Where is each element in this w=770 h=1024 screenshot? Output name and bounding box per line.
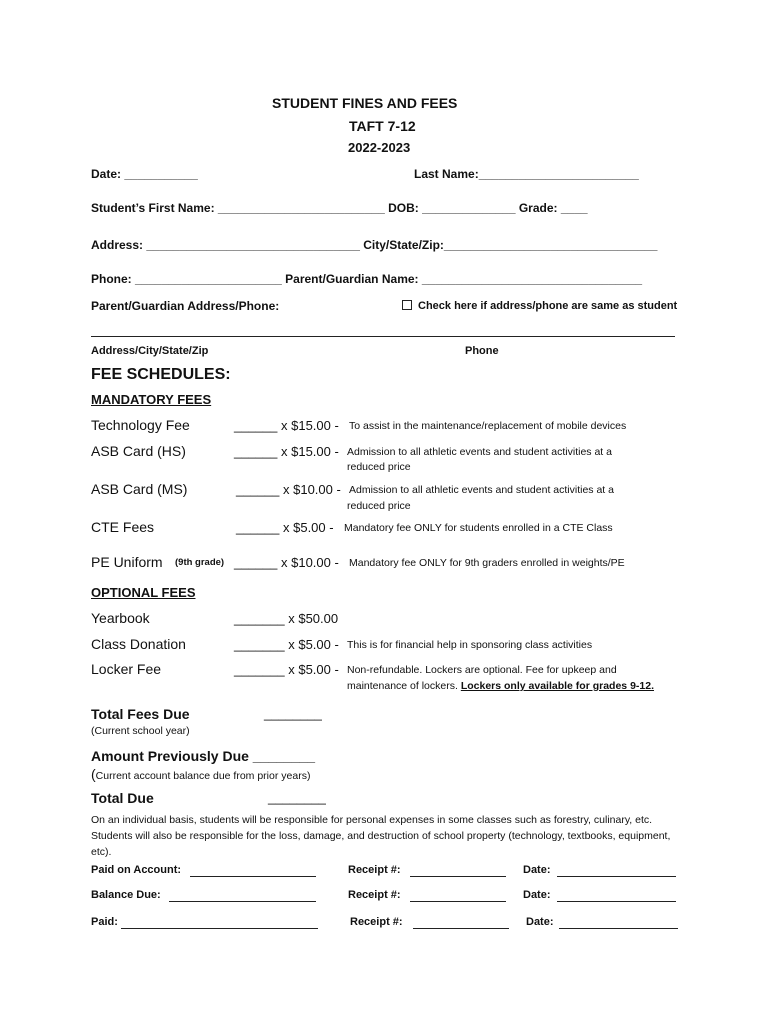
- receipt-label: Receipt #:: [348, 864, 401, 876]
- same-address-checkbox[interactable]: [402, 300, 412, 310]
- first-name-dob-grade-field[interactable]: Student’s First Name: _________________________ DOB: ______________ Grade: ____: [91, 201, 588, 215]
- fee-amount[interactable]: ______ x $15.00 -: [234, 418, 339, 433]
- previous-due-note: [91, 766, 310, 784]
- responsibility-notice: On an individual basis, students will be responsible for personal expenses in some classes such as forestry, culinary, etc. Students will also be responsible for the loss, damage, and destruction of school property (technology, textbooks, equipment, etc).: [91, 814, 671, 858]
- receipt-label: Receipt #:: [350, 916, 403, 928]
- balance-due-line[interactable]: [169, 901, 316, 902]
- fee-schedules-heading: FEE SCHEDULES:: [91, 366, 231, 383]
- receipt-line[interactable]: [410, 876, 506, 877]
- date-field[interactable]: Date: ___________: [91, 167, 198, 181]
- fee-description: To assist in the maintenance/replacement of mobile devices: [349, 420, 627, 432]
- fee-amount[interactable]: _______ x $5.00 -: [234, 637, 339, 652]
- total-fees-blank[interactable]: ________: [264, 706, 322, 721]
- locker-line2: maintenance of lockers.: [347, 680, 458, 692]
- optional-fees-heading: OPTIONAL FEES: [91, 585, 196, 600]
- address-field[interactable]: Address: ________________________________ City/State/Zip:________________________________: [91, 238, 658, 252]
- fee-name-qualifier: (9th grade): [175, 557, 225, 568]
- phone-label: Phone: [465, 345, 499, 357]
- fee-amount[interactable]: _______ x $50.00: [234, 611, 339, 626]
- fee-description: Admission to all athletic events and student activities at a: [349, 484, 614, 496]
- total-due-label: Total Due: [91, 790, 154, 806]
- fee-description: This is for financial help in sponsoring class activities: [347, 639, 593, 651]
- mandatory-fees-heading: MANDATORY FEES: [91, 392, 212, 407]
- locker-note: Lockers only available for grades 9-12.: [460, 680, 654, 692]
- fee-description: reduced price: [347, 461, 411, 473]
- school-year: 2022-2023: [348, 140, 411, 155]
- previous-due-note-text: Current account balance due from prior years): [95, 770, 311, 782]
- previous-due-field[interactable]: Amount Previously Due ________: [91, 748, 316, 764]
- fee-description: Mandatory fee ONLY for students enrolled in a CTE Class: [344, 522, 613, 534]
- school-name: TAFT 7-12: [349, 118, 416, 134]
- date-line[interactable]: [557, 876, 676, 877]
- total-fees-label: Total Fees Due: [91, 706, 190, 722]
- total-due-blank[interactable]: ________: [268, 790, 326, 805]
- fee-name: PE Uniform: [91, 554, 163, 570]
- fee-amount[interactable]: ______ x $10.00 -: [234, 555, 339, 570]
- parent-address-line[interactable]: [91, 336, 675, 337]
- receipt-line[interactable]: [413, 928, 509, 929]
- fee-description: Non-refundable. Lockers are optional. Fee for upkeep and: [347, 664, 617, 676]
- fee-amount[interactable]: _______ x $5.00 -: [234, 662, 339, 677]
- paren: (: [91, 766, 96, 782]
- same-address-label: Check here if address/phone are same as student: [418, 300, 678, 312]
- fee-description: reduced price: [347, 500, 411, 512]
- date-label: Date:: [523, 864, 551, 876]
- parent-address-label: Parent/Guardian Address/Phone:: [91, 299, 280, 313]
- fee-amount[interactable]: ______ x $15.00 -: [234, 444, 339, 459]
- fee-name: ASB Card (HS): [91, 443, 186, 459]
- phone-guardian-field[interactable]: Phone: ______________________ Parent/Guardian Name: _________________________________: [91, 272, 643, 286]
- fee-amount[interactable]: ______ x $10.00 -: [236, 482, 341, 497]
- fee-name: Locker Fee: [91, 661, 162, 677]
- date-label: Date:: [523, 889, 551, 901]
- page-title: STUDENT FINES AND FEES: [272, 95, 458, 111]
- fee-description: Mandatory fee ONLY for 9th graders enrolled in weights/PE: [349, 557, 625, 569]
- paid-on-account-label: Paid on Account:: [91, 864, 182, 876]
- fee-name: Yearbook: [91, 610, 150, 626]
- date-line[interactable]: [557, 901, 676, 902]
- fee-name: Technology Fee: [91, 417, 190, 433]
- paid-line[interactable]: [121, 928, 318, 929]
- fee-name: ASB Card (MS): [91, 481, 188, 497]
- date-label: Date:: [526, 916, 554, 928]
- balance-due-label: Balance Due:: [91, 889, 161, 901]
- fee-name: Class Donation: [91, 636, 186, 652]
- address-city-label: Address/City/State/Zip: [91, 345, 209, 357]
- paid-label: Paid:: [91, 916, 118, 928]
- date-line[interactable]: [559, 928, 678, 929]
- fee-description-cont: [347, 680, 654, 692]
- fee-amount[interactable]: ______ x $5.00 -: [236, 520, 334, 535]
- receipt-line[interactable]: [410, 901, 506, 902]
- paid-on-account-line[interactable]: [190, 876, 316, 877]
- fee-description: Admission to all athletic events and student activities at a: [347, 446, 612, 458]
- last-name-field[interactable]: Last Name:________________________: [414, 167, 639, 181]
- receipt-label: Receipt #:: [348, 889, 401, 901]
- total-fees-note: (Current school year): [91, 725, 190, 737]
- fee-name: CTE Fees: [91, 519, 155, 535]
